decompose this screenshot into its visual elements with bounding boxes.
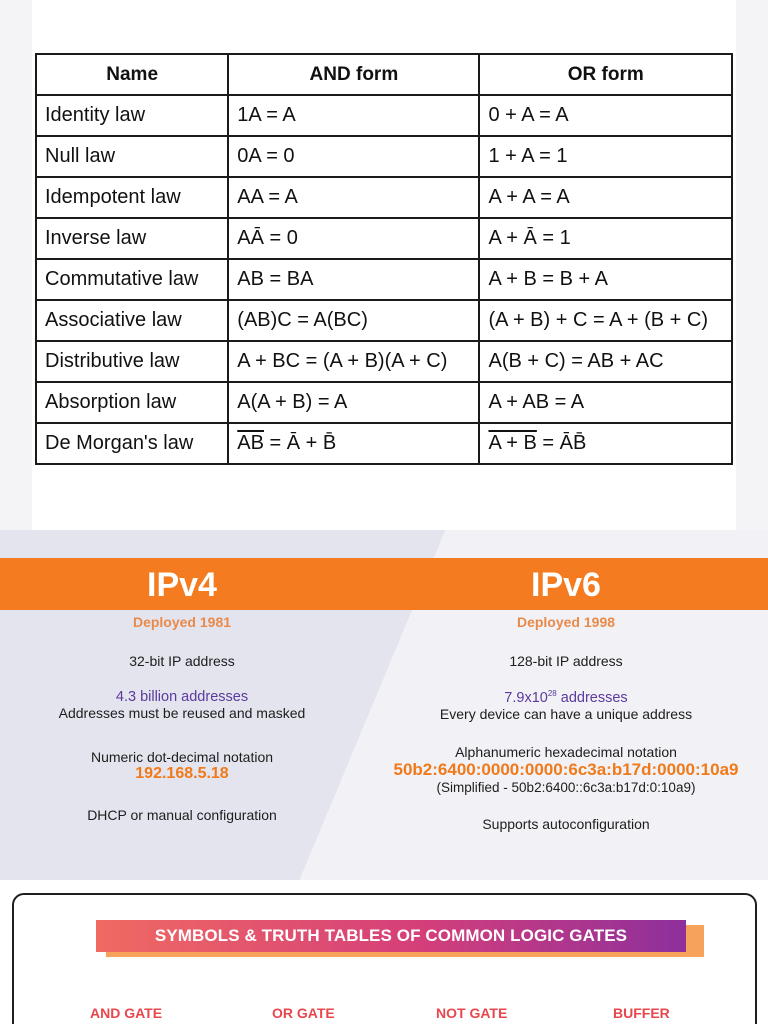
- and-form-cell: A(A + B) = A: [228, 382, 479, 423]
- or-form-cell: A + AB = A: [479, 382, 732, 423]
- table-row: [36, 259, 732, 300]
- table-header-row: [36, 54, 732, 95]
- table-row: [36, 95, 732, 136]
- ipv4-column: [0, 558, 364, 823]
- boolean-laws-panel: [32, 0, 736, 530]
- or-form-cell: (A + B) + C = A + (B + C): [479, 300, 732, 341]
- table-row: [36, 341, 732, 382]
- law-name: Distributive law: [36, 341, 228, 382]
- or-form-cell: 1 + A = 1: [479, 136, 732, 177]
- table-row: [36, 136, 732, 177]
- and-form-cell: (AB)C = A(BC): [228, 300, 479, 341]
- table-row: [36, 423, 732, 464]
- or-form-cell: A(B + C) = AB + AC: [479, 341, 732, 382]
- law-name: Idempotent law: [36, 177, 228, 218]
- ipv6-count-suffix: addresses: [556, 689, 628, 706]
- and-form-cell: AB = BA: [228, 259, 479, 300]
- ipv6-column: [364, 558, 768, 832]
- ipv4-title: IPv4: [147, 566, 217, 604]
- ipv6-deployed: Deployed 1998: [516, 614, 616, 630]
- ipv4-count: 4.3 billion addresses: [115, 689, 249, 705]
- and-form-cell: AA = A: [228, 177, 479, 218]
- page-margin-left: [0, 0, 32, 530]
- boolean-laws-table: [35, 53, 733, 465]
- ipv6-example-address: 50b2:6400:0000:0000:6c3a:b17d:0000:10a9: [393, 759, 739, 779]
- ipv6-count-note: Every device can have a unique address: [439, 705, 693, 722]
- and-form-cell: 1A = A: [228, 95, 479, 136]
- ipv6-notation: Alphanumeric hexadecimal notation: [455, 743, 677, 760]
- law-name: Absorption law: [36, 382, 228, 423]
- ipv4-deployed: Deployed 1981: [132, 614, 232, 630]
- and-form-cell: AĀ = 0: [228, 218, 479, 259]
- gate-label-not: NOT GATE: [436, 1005, 508, 1021]
- logic-gates-banner: SYMBOLS & TRUTH TABLES OF COMMON LOGIC GATES: [96, 920, 686, 952]
- table-row: [36, 300, 732, 341]
- and-form-cell: [228, 423, 479, 464]
- gate-label-and: AND GATE: [90, 1005, 163, 1021]
- overlined-term: A + B: [488, 432, 537, 454]
- ip-comparison-section: [0, 530, 768, 880]
- or-form-cell: A + B = B + A: [479, 259, 732, 300]
- or-form-cell: 0 + A = A: [479, 95, 732, 136]
- or-form-cell: A + A = A: [479, 177, 732, 218]
- header-name: Name: [36, 54, 228, 95]
- law-name: De Morgan's law: [36, 423, 228, 464]
- law-name: Identity law: [36, 95, 228, 136]
- ipv6-count-exponent: 28: [547, 689, 557, 698]
- page-margin-right: [736, 0, 768, 530]
- ipv6-title: IPv6: [531, 566, 601, 604]
- logic-gates-card: [12, 893, 757, 1024]
- gate-label-buffer: BUFFER: [613, 1005, 670, 1021]
- ipv6-simplified-address: (Simplified - 50b2:6400::6c3a:b17d:0:10a9): [436, 779, 696, 795]
- ipv4-example-address: 192.168.5.18: [135, 765, 229, 782]
- overlined-term: $\overline{AB}$: [237, 432, 264, 454]
- and-form-cell: A + BC = (A + B)(A + C): [228, 341, 479, 382]
- law-name: Associative law: [36, 300, 228, 341]
- table-row: [36, 177, 732, 218]
- law-name: Inverse law: [36, 218, 228, 259]
- law-name: Commutative law: [36, 259, 228, 300]
- ipv6-count-base: 7.9x10: [504, 689, 548, 706]
- or-form-cell: A + Ā = 1: [479, 218, 732, 259]
- header-and-form: AND form: [228, 54, 479, 95]
- ipv4-bits: 32-bit IP address: [129, 653, 235, 669]
- or-form-rest: = ĀB̄: [536, 432, 587, 454]
- and-form-cell: 0A = 0: [228, 136, 479, 177]
- ipv4-notation: Numeric dot-decimal notation: [90, 749, 274, 765]
- ipv6-config: Supports autoconfiguration: [482, 815, 650, 832]
- ipv4-config: DHCP or manual configuration: [87, 807, 277, 823]
- header-or-form: OR form: [479, 54, 732, 95]
- and-form-rest: = Ā + B̄: [263, 432, 337, 454]
- or-form-cell: [479, 423, 732, 464]
- gate-label-or: OR GATE: [272, 1005, 335, 1021]
- ipv6-count: [364, 689, 768, 706]
- ipv4-count-note: Addresses must be reused and masked: [58, 705, 306, 721]
- ipv6-bits: 128-bit IP address: [509, 653, 623, 669]
- law-name: Null law: [36, 136, 228, 177]
- table-row: [36, 382, 732, 423]
- table-row: [36, 218, 732, 259]
